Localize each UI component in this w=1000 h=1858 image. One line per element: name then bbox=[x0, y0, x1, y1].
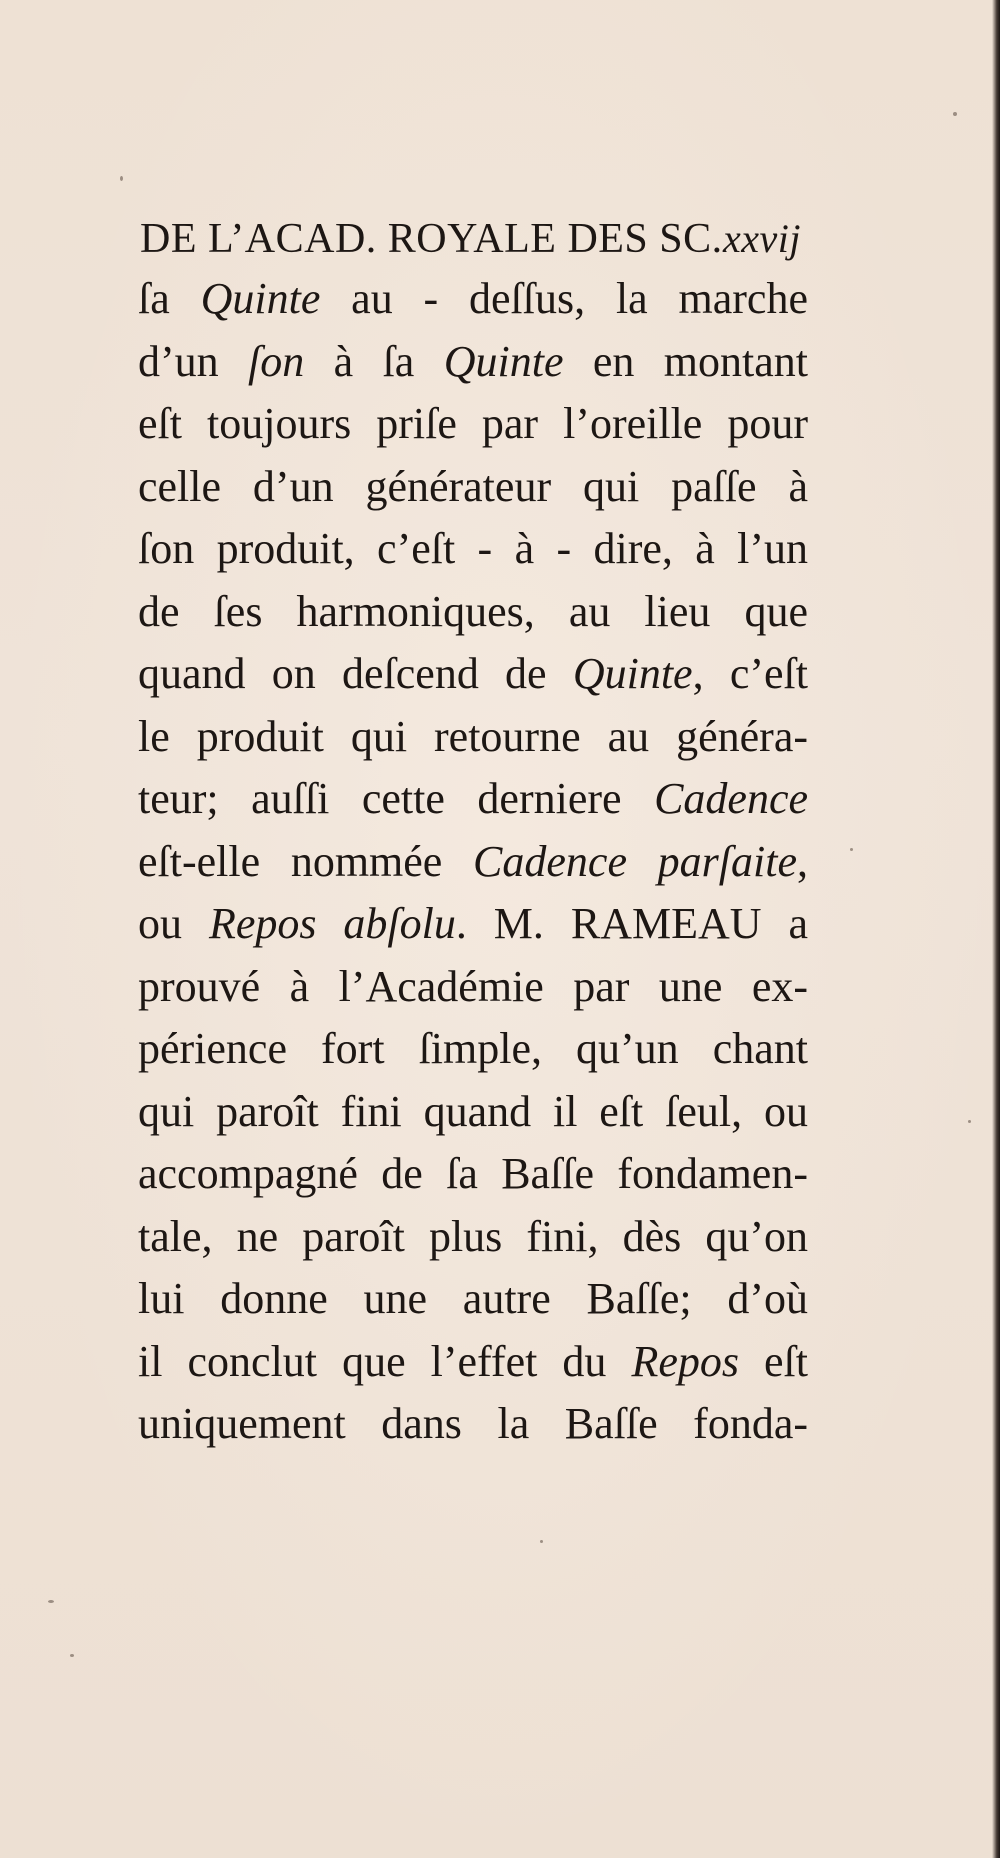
text-run: ſon produit, c’eſt - à - dire, à l’un bbox=[138, 524, 808, 573]
page-header bbox=[140, 208, 815, 270]
text-line bbox=[138, 1018, 808, 1081]
paper-speck bbox=[48, 1600, 54, 1603]
text-line bbox=[138, 1393, 808, 1456]
paper-speck bbox=[120, 176, 123, 181]
text-run: eſt toujours priſe par l’oreille pour bbox=[138, 399, 808, 448]
paper-speck bbox=[850, 848, 853, 851]
text-run: d’un bbox=[138, 336, 249, 386]
text-run: . M. RAMEAU a bbox=[455, 899, 808, 948]
paper-speck bbox=[953, 112, 957, 116]
text-line bbox=[138, 456, 808, 519]
italic-text: ſon bbox=[248, 336, 305, 386]
paper-speck bbox=[540, 1540, 543, 1543]
body-text bbox=[138, 268, 808, 1456]
text-run: prouvé à l’Académie par une ex- bbox=[138, 961, 808, 1011]
page-edge-shadow bbox=[992, 0, 1000, 1858]
paper-speck bbox=[70, 1654, 74, 1657]
text-line bbox=[138, 1206, 808, 1269]
text-line bbox=[138, 706, 808, 769]
text-run: quand on deſcend de bbox=[138, 649, 573, 698]
text-run: eſt bbox=[738, 1336, 808, 1386]
italic-text: Repos abſolu bbox=[208, 899, 456, 948]
text-line bbox=[138, 768, 808, 831]
text-run: teur; auſſi cette derniere bbox=[138, 774, 655, 823]
text-line bbox=[138, 1331, 808, 1394]
italic-text: Repos bbox=[631, 1336, 739, 1386]
text-line bbox=[138, 393, 808, 456]
text-run: , c’eſt bbox=[692, 649, 808, 698]
text-line bbox=[138, 831, 808, 894]
text-line bbox=[138, 518, 808, 581]
text-run: , bbox=[797, 836, 808, 886]
text-run: uniquement dans la Baſſe fonda- bbox=[138, 1399, 808, 1448]
text-run: en montant bbox=[563, 336, 808, 386]
italic-text: Cadence bbox=[654, 774, 808, 823]
italic-text: Quinte bbox=[200, 274, 321, 323]
text-run: le produit qui retourne au généra- bbox=[138, 711, 808, 761]
italic-text: Quinte bbox=[572, 649, 693, 698]
text-run: ſa bbox=[138, 274, 201, 323]
text-line bbox=[138, 643, 808, 706]
text-run: eſt-elle nommée bbox=[138, 836, 474, 886]
running-head: DE L’ACAD. ROYALE DES SC. bbox=[140, 216, 723, 262]
text-run: accompagné de ſa Baſſe fondamen- bbox=[138, 1149, 808, 1198]
text-line bbox=[138, 1268, 808, 1331]
text-run: à ſa bbox=[304, 336, 444, 386]
text-line bbox=[138, 331, 808, 394]
italic-text: Cadence parſaite bbox=[473, 836, 798, 886]
text-run: tale, ne paroît plus fini, dès qu’on bbox=[138, 1211, 808, 1261]
text-run: celle d’un générateur qui paſſe à bbox=[138, 461, 808, 511]
text-run: qui paroît fini quand il eſt ſeul, ou bbox=[138, 1086, 808, 1136]
text-run: au - deſſus, la marche bbox=[320, 274, 808, 323]
text-line bbox=[138, 1143, 808, 1206]
text-line bbox=[138, 893, 808, 956]
italic-text: Quinte bbox=[443, 336, 564, 386]
text-run: de ſes harmoniques, au lieu que bbox=[138, 586, 808, 636]
text-line bbox=[138, 956, 808, 1019]
text-run: périence fort ſimple, qu’un chant bbox=[138, 1024, 808, 1073]
text-line bbox=[138, 1081, 808, 1144]
text-run: il conclut que l’effet du bbox=[138, 1336, 632, 1386]
text-run: ou bbox=[138, 899, 209, 948]
text-line bbox=[138, 268, 808, 331]
text-line bbox=[138, 581, 808, 644]
text-run: lui donne une autre Baſſe; d’où bbox=[138, 1274, 808, 1323]
page-number: xxvij bbox=[723, 216, 801, 261]
paper-speck bbox=[968, 1120, 971, 1123]
